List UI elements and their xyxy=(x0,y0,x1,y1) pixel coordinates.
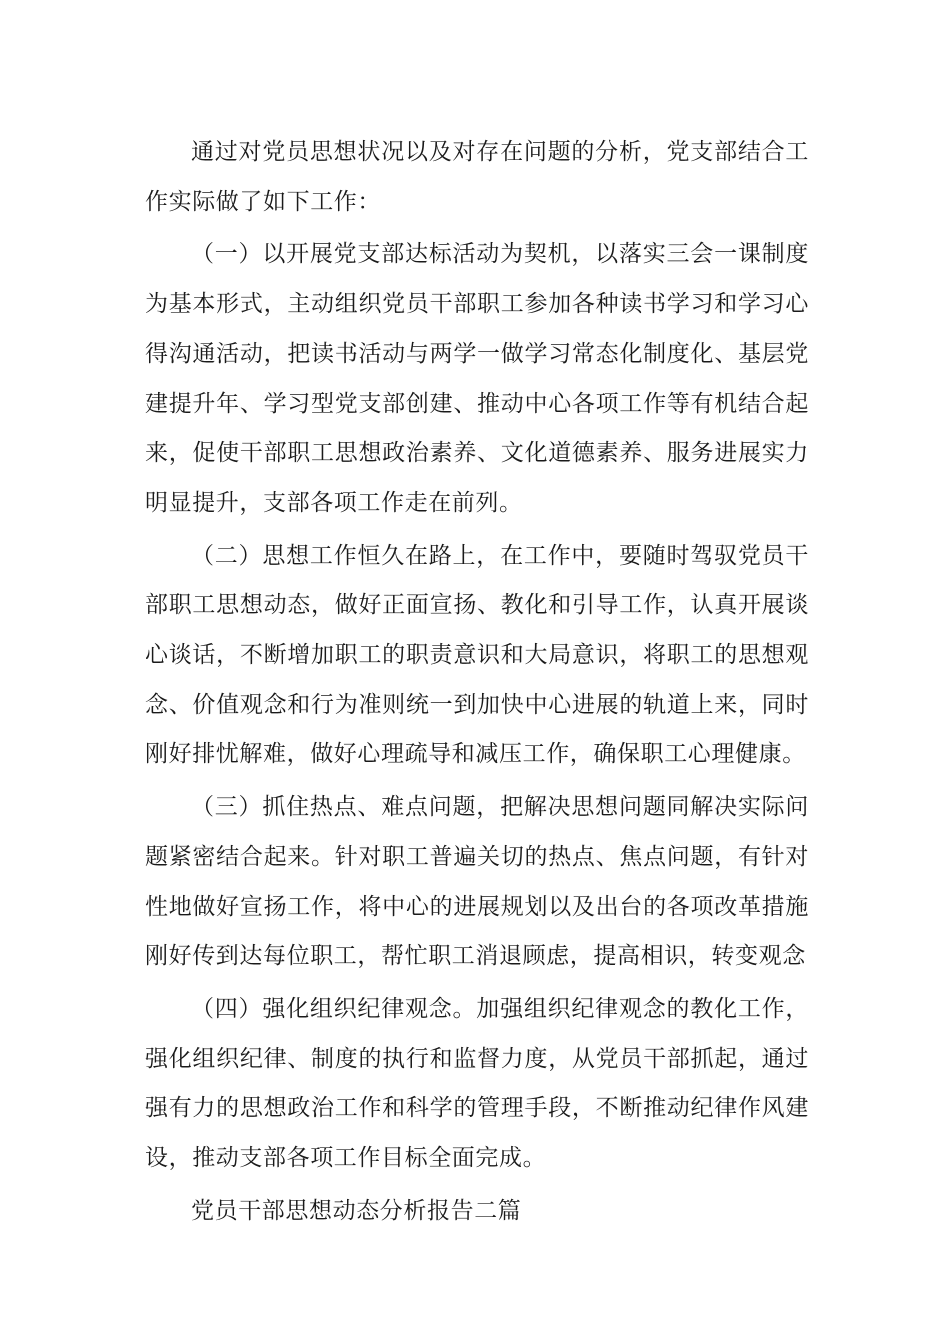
next-section-heading: 党员干部思想动态分析报告二篇 xyxy=(191,1197,522,1224)
document-body xyxy=(145,128,809,1236)
paragraph-intro: 通过对党员思想状况以及对存在问题的分析，党支部结合工作实际做了如下工作： xyxy=(145,139,809,215)
paragraph-item-4: （四）强化组织纪律观念。加强组织纪律观念的教化工作，强化组织纪律、制度的执行和监督力度，从党员干部抓起，通过强有力的思想政治工作和科学的管理手段，不断推动纪律作风建设，推动支部各项工作目标全面完成。 xyxy=(145,995,809,1172)
paragraph-item-2: （二）思想工作恒久在路上，在工作中，要随时驾驭党员干部职工思想动态，做好正面宣扬、教化和引导工作，认真开展谈心谈话，不断增加职工的职责意识和大局意识，将职工的思想观念、价值观念和行为准则统一到加快中心进展的轨道上来，同时刚好排忧解难，做好心理疏导和减压工作，确保职工心理健康。 xyxy=(145,542,809,768)
paragraph-item-3: （三）抓住热点、难点问题，把解决思想问题同解决实际问题紧密结合起来。针对职工普遍关切的热点、焦点问题，有针对性地做好宣扬工作，将中心的进展规划以及出台的各项改革措施刚好传到达每位职工，帮忙职工消退顾虑，提高相识，转变观念 xyxy=(145,794,809,970)
paragraph-item-1: （一）以开展党支部达标活动为契机，以落实三会一课制度为基本形式，主动组织党员干部职工参加各种读书学习和学习心得沟通活动，把读书活动与两学一做学习常态化制度化、基层党建提升年、学习型党支部创建、推动中心各项工作等有机结合起来，促使干部职工思想政治素养、文化道德素养、服务进展实力明显提升，支部各项工作走在前列。 xyxy=(145,241,809,516)
